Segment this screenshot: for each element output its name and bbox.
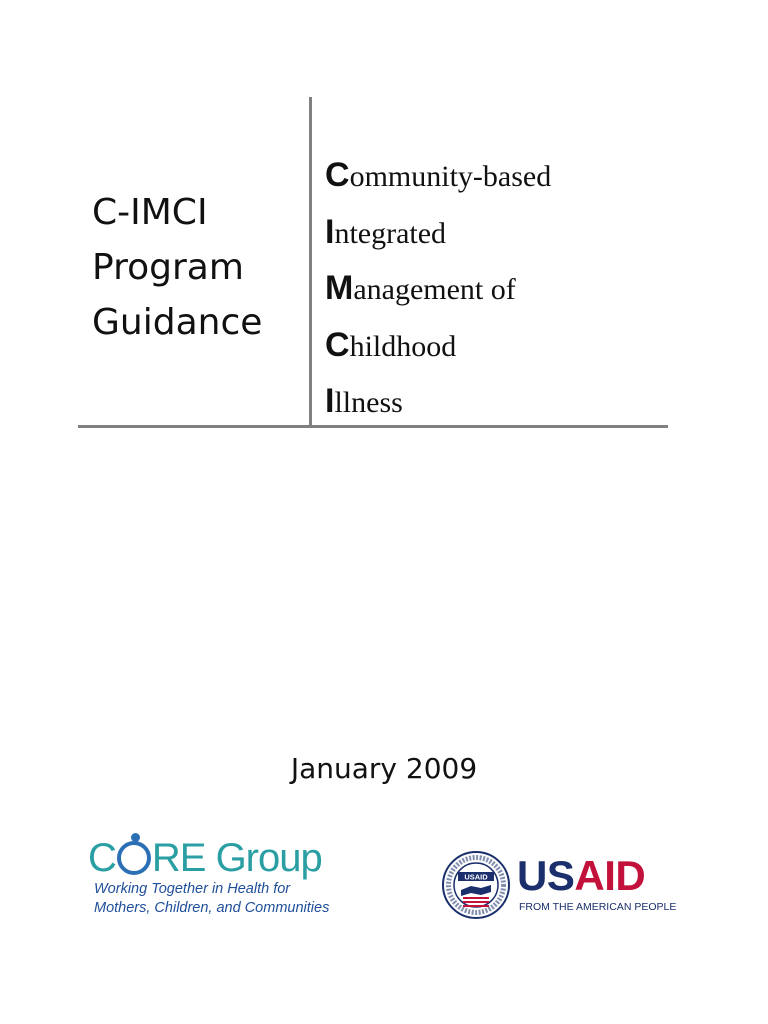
- acronym-line-management: [325, 261, 551, 318]
- title-line-3: Guidance: [92, 302, 263, 343]
- usaid-tagline: FROM THE AMERICAN PEOPLE: [519, 901, 677, 913]
- acronym-line-community: [325, 148, 551, 205]
- acronym-initial: I: [325, 382, 335, 420]
- usaid-wordmark-aid: AID: [574, 852, 646, 899]
- document-title: [92, 185, 292, 350]
- acronym-rest: ntegrated: [334, 216, 447, 250]
- usaid-seal-icon: [441, 850, 511, 920]
- title-line-2: Program: [92, 247, 244, 288]
- acronym-initial: C: [325, 325, 350, 364]
- core-wordmark-rest: RE Group: [151, 836, 322, 880]
- acronym-line-illness: [325, 374, 551, 431]
- usaid-logo: [441, 850, 681, 920]
- core-group-tagline: [94, 880, 329, 918]
- people-circle-icon: [117, 841, 151, 875]
- acronym-rest: ommunity-based: [349, 160, 552, 193]
- acronym-initial: M: [325, 269, 354, 307]
- core-wordmark-c: C: [88, 836, 116, 880]
- acronym-rest: anagement of: [353, 273, 516, 306]
- usaid-wordmark-us: US: [517, 852, 575, 899]
- acronym-rest: llness: [334, 386, 403, 419]
- publication-date: January 2009: [290, 752, 478, 785]
- acronym-line-integrated: [325, 205, 551, 262]
- title-line-1: C-IMCI: [92, 192, 208, 233]
- acronym-line-childhood: [325, 318, 551, 375]
- acronym-rest: hildhood: [349, 329, 457, 363]
- core-group-logo: [88, 834, 358, 924]
- core-tagline-line-1: Working Together in Health for: [94, 881, 291, 897]
- acronym-expansion: [325, 148, 551, 431]
- acronym-initial: C: [325, 156, 350, 194]
- usaid-wordmark: [517, 854, 645, 898]
- vertical-divider: [309, 97, 312, 426]
- core-tagline-line-2: Mothers, Children, and Communities: [94, 900, 330, 916]
- core-group-wordmark: [88, 834, 322, 882]
- seal-label: USAID: [464, 872, 488, 882]
- acronym-initial: I: [325, 212, 335, 251]
